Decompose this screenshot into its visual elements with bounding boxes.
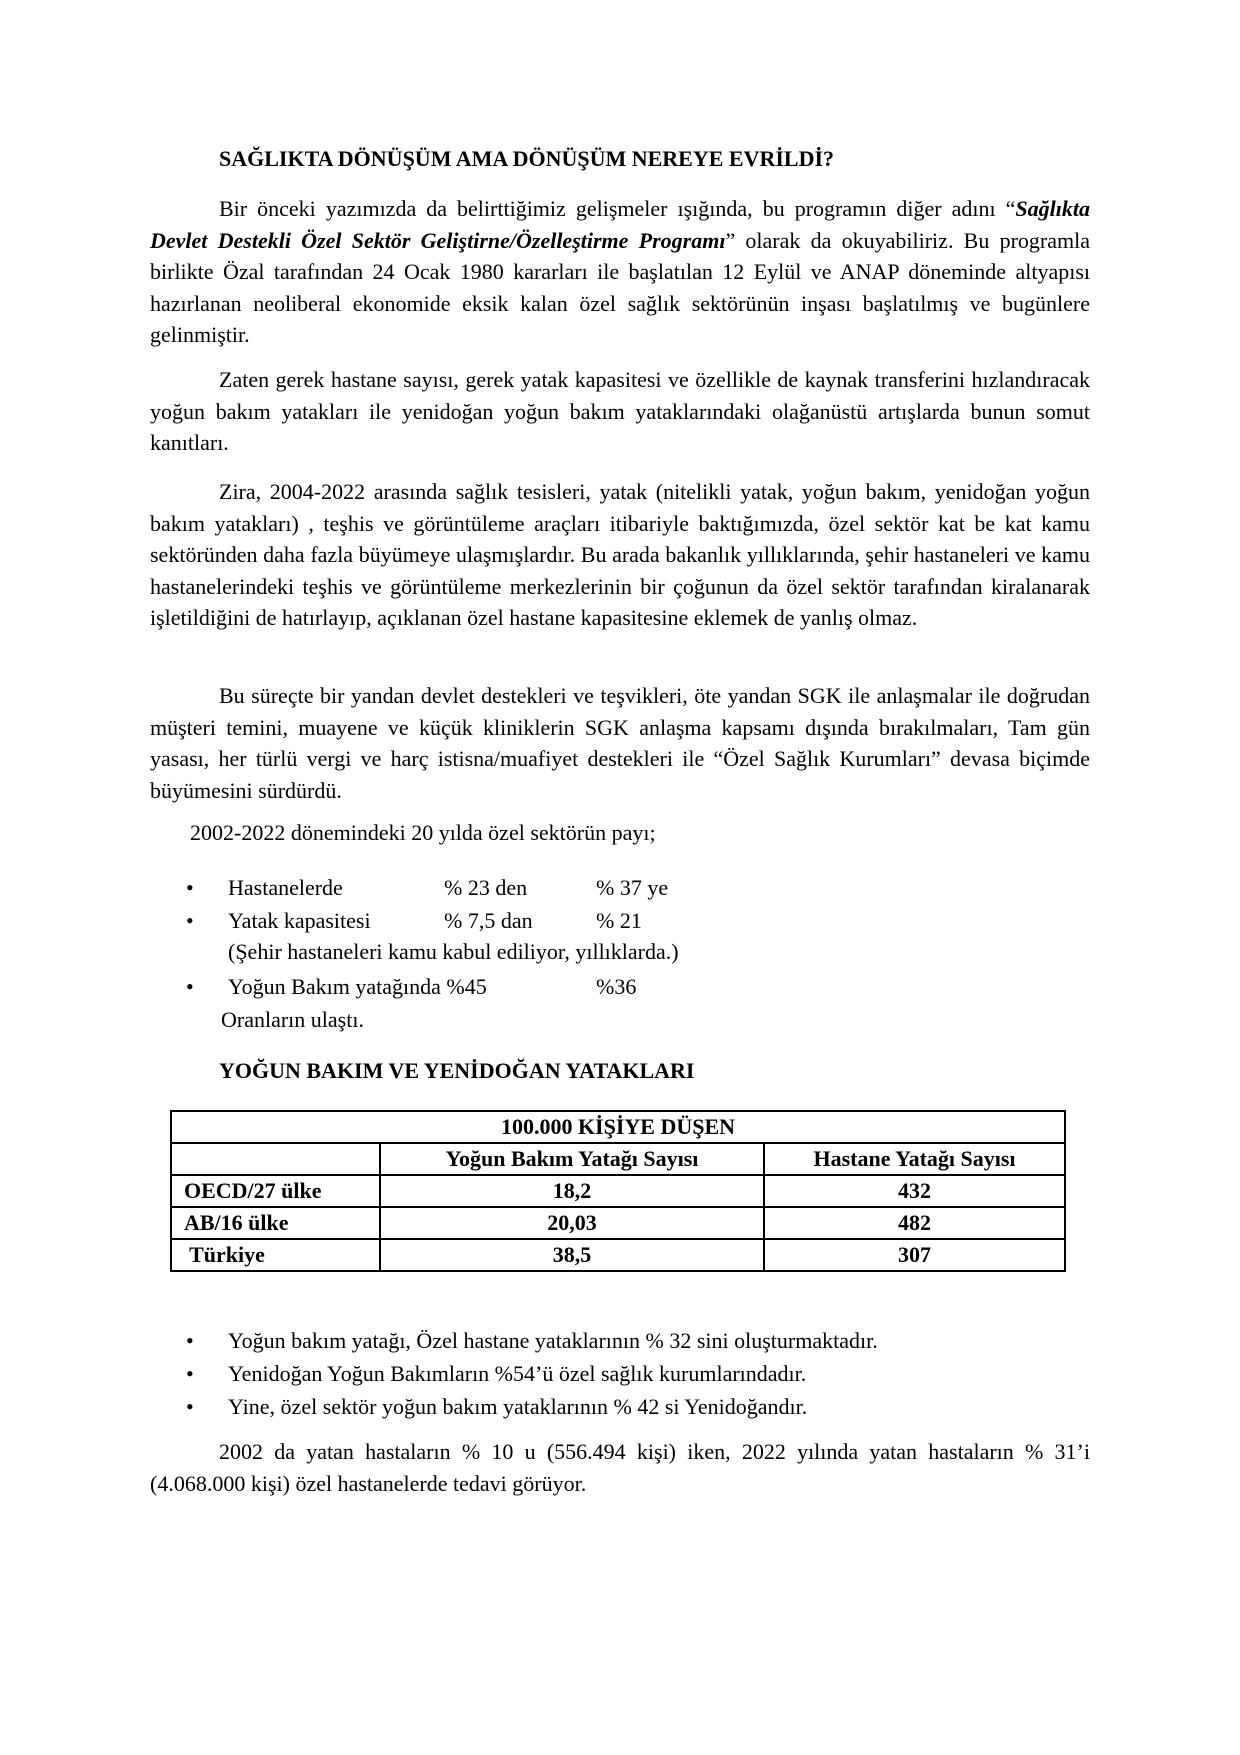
share-item-from: % 23 den bbox=[444, 875, 528, 900]
program-name-emphasis: Sağlıkta Devlet Destekli Özel Sektör Geliştirne/Özelleştirme Programı bbox=[150, 196, 1090, 253]
paragraph-2 bbox=[150, 364, 1090, 459]
table-cell-hospital: 432 bbox=[764, 1175, 1065, 1207]
paragraph-1-text-b: ” olarak da okuyabiliriz. Bu programla birlikte Özal tarafından 24 Ocak 1980 kararları ile başlatılan 12 Eylül ve ANAP döneminde altyapısı hazırlanan neoliberal ekonomide eksik kalan özel sağlık sektörünün inşası başlatılmış ve bugünlere gelinmiştir. bbox=[150, 227, 1090, 347]
table-header-empty bbox=[171, 1143, 380, 1175]
table-cell-hospital: 482 bbox=[764, 1207, 1065, 1239]
paragraph-4 bbox=[150, 680, 1090, 806]
table-cell-icu: 18,2 bbox=[380, 1175, 764, 1207]
table-header-hospital: Hastane Yatağı Sayısı bbox=[764, 1143, 1065, 1175]
table-row-label: Türkiye bbox=[171, 1239, 380, 1271]
table-row bbox=[171, 1175, 1065, 1207]
table-cell-hospital: 307 bbox=[764, 1239, 1065, 1271]
bullet-icon: • bbox=[186, 908, 194, 933]
closing-paragraph bbox=[150, 1436, 1090, 1499]
bullet-icon: • bbox=[186, 974, 194, 999]
share-intro: 2002-2022 dönemindeki 20 yılda özel sektörün payı; bbox=[190, 820, 656, 845]
list-item-text: Yine, özel sektör yoğun bakım yataklarının % 42 si Yenidoğandır. bbox=[228, 1394, 808, 1419]
table-cell-icu: 38,5 bbox=[380, 1239, 764, 1271]
bullet-icon: • bbox=[186, 875, 194, 900]
bullet-icon: • bbox=[186, 1361, 194, 1386]
table-header-icu: Yoğun Bakım Yatağı Sayısı bbox=[380, 1143, 764, 1175]
table-caption: 100.000 KİŞİYE DÜŞEN bbox=[171, 1111, 1065, 1143]
beds-table bbox=[170, 1110, 1066, 1272]
bullet-icon: • bbox=[186, 1328, 194, 1353]
share-item-label: Hastanelerde bbox=[228, 875, 343, 900]
paragraph-4-text: Bu süreçte bir yandan devlet destekleri ve teşvikleri, öte yandan SGK ile anlaşmalar ile doğrudan müşteri temini, muayene ve küçük kliniklerin SGK anlaşma kapsamı dışında bırakılmaları, Tam gün yasası, her türlü vergi ve harç istisna/muafiyet destekleri ile “Özel Sağlık Kurumları” devasa biçimde büyümesini sürdürdü. bbox=[150, 683, 1090, 803]
share-item-label: Yatak kapasitesi bbox=[228, 908, 371, 933]
table-row bbox=[171, 1239, 1065, 1271]
table-cell-icu: 20,03 bbox=[380, 1207, 764, 1239]
list-item-text: Yenidoğan Yoğun Bakımların %54’ü özel sağlık kurumlarındadır. bbox=[228, 1361, 807, 1386]
paragraph-3-text: Zira, 2004-2022 arasında sağlık tesisleri, yatak (nitelikli yatak, yoğun bakım, yenidoğan yoğun bakım yatakları) , teşhis ve görüntüleme araçları itibariyle baktığımızda, özel sektör kat be kat kamu sektöründen daha fazla büyümeye ulaşmışlardır. Bu arada bakanlık yıllıklarında, şehir hastaneleri ve kamu hastanelerindeki teşhis ve görüntüleme merkezlerinin bir çoğunun da özel sektör tarafından kiralanarak işletildiğini de hatırlayıp, açıklanan özel hastane kapasitesine eklemek de yanlış olmaz. bbox=[150, 479, 1090, 630]
article-title: SAĞLIKTA DÖNÜŞÜM AMA DÖNÜŞÜM NEREYE EVRİLDİ? bbox=[219, 146, 835, 171]
list-item-text: Yoğun bakım yatağı, Özel hastane yataklarının % 32 sini oluşturmaktadır. bbox=[228, 1328, 878, 1353]
share-item-label: Yoğun Bakım yatağında %45 bbox=[228, 974, 487, 999]
share-outro: Oranların ulaştı. bbox=[221, 1007, 364, 1032]
paragraph-2-text: Zaten gerek hastane sayısı, gerek yatak kapasitesi ve özellikle de kaynak transferini hızlandıracak yoğun bakım yatakları ile yenidoğan yoğun bakım yataklarındaki olağanüstü artışlarda bunun somut kanıtları. bbox=[150, 367, 1090, 455]
paragraph-3 bbox=[150, 476, 1090, 634]
table-row-label: OECD/27 ülke bbox=[171, 1175, 380, 1207]
paragraph-1-text-a: Bir önceki yazımızda da belirttiğimiz gelişmeler ışığında, bu programın diğer adını “ bbox=[219, 196, 1016, 221]
table-header-row bbox=[171, 1143, 1065, 1175]
share-item-to: % 21 bbox=[596, 908, 642, 933]
table-caption-row bbox=[171, 1111, 1065, 1143]
table-row-label: AB/16 ülke bbox=[171, 1207, 380, 1239]
share-item-from: % 7,5 dan bbox=[444, 908, 533, 933]
table-row bbox=[171, 1207, 1065, 1239]
share-note: (Şehir hastaneleri kamu kabul ediliyor, yıllıklarda.) bbox=[228, 939, 679, 964]
paragraph-1 bbox=[150, 193, 1090, 351]
section-title: YOĞUN BAKIM VE YENİDOĞAN YATAKLARI bbox=[219, 1058, 695, 1083]
bullet-icon: • bbox=[186, 1394, 194, 1419]
closing-paragraph-text: 2002 da yatan hastaların % 10 u (556.494 kişi) iken, 2022 yılında yatan hastaların % 31’i (4.068.000 kişi) özel hastanelerde tedavi görüyor. bbox=[150, 1439, 1090, 1496]
share-item-to: %36 bbox=[596, 974, 637, 999]
share-item-to: % 37 ye bbox=[596, 875, 669, 900]
